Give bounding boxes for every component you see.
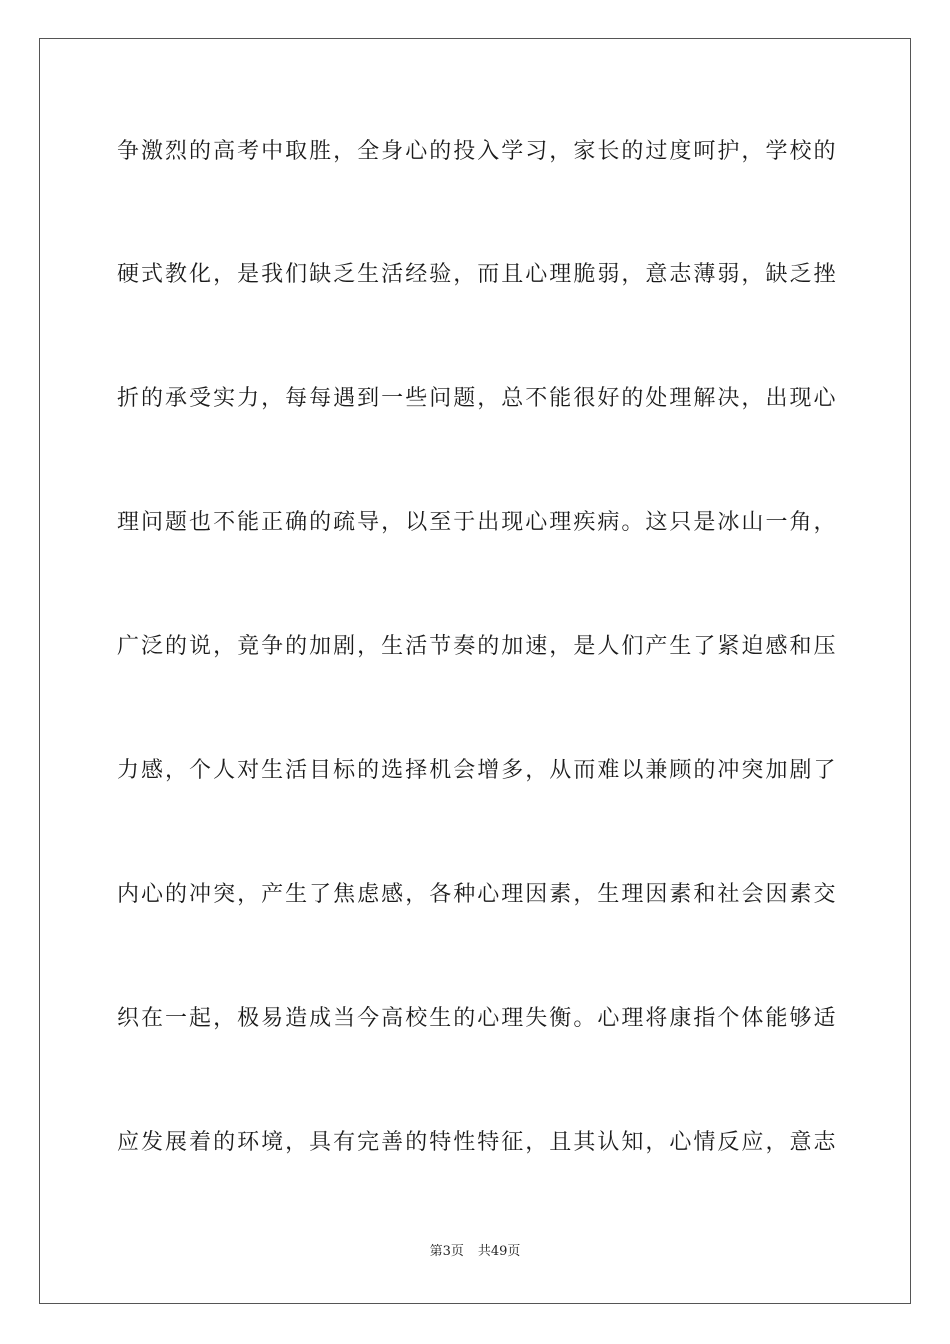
body-text-line: 力感，个人对生活目标的选择机会增多，从而难以兼顾的冲突加剧了 (117, 758, 837, 783)
body-text-line: 广泛的说，竟争的加剧，生活节奏的加速，是人们产生了紧迫感和压 (117, 634, 837, 659)
page-total: 共49页 (477, 1244, 521, 1259)
body-text-line: 折的承受实力，每每遇到一些问题，总不能很好的处理解决，出现心 (117, 386, 837, 411)
page-footer (0, 1243, 950, 1261)
body-text-line: 理问题也不能正确的疏导，以至于出现心理疾病。这只是冰山一角， (117, 510, 837, 535)
page-frame (39, 38, 911, 1304)
body-text-line: 内心的冲突，产生了焦虑感，各种心理因素，生理因素和社会因素交 (117, 882, 837, 907)
body-text-line: 应发展着的环境，具有完善的特性特征，且其认知，心情反应，意志 (117, 1130, 837, 1155)
page-number: 第3页 (429, 1244, 464, 1259)
body-text-line: 硬式教化，是我们缺乏生活经验，而且心理脆弱，意志薄弱，缺乏挫 (117, 262, 837, 287)
body-text-line: 争激烈的高考中取胜，全身心的投入学习，家长的过度呵护，学校的 (117, 139, 837, 164)
body-text-line: 织在一起，极易造成当今高校生的心理失衡。心理将康指个体能够适 (117, 1006, 837, 1031)
